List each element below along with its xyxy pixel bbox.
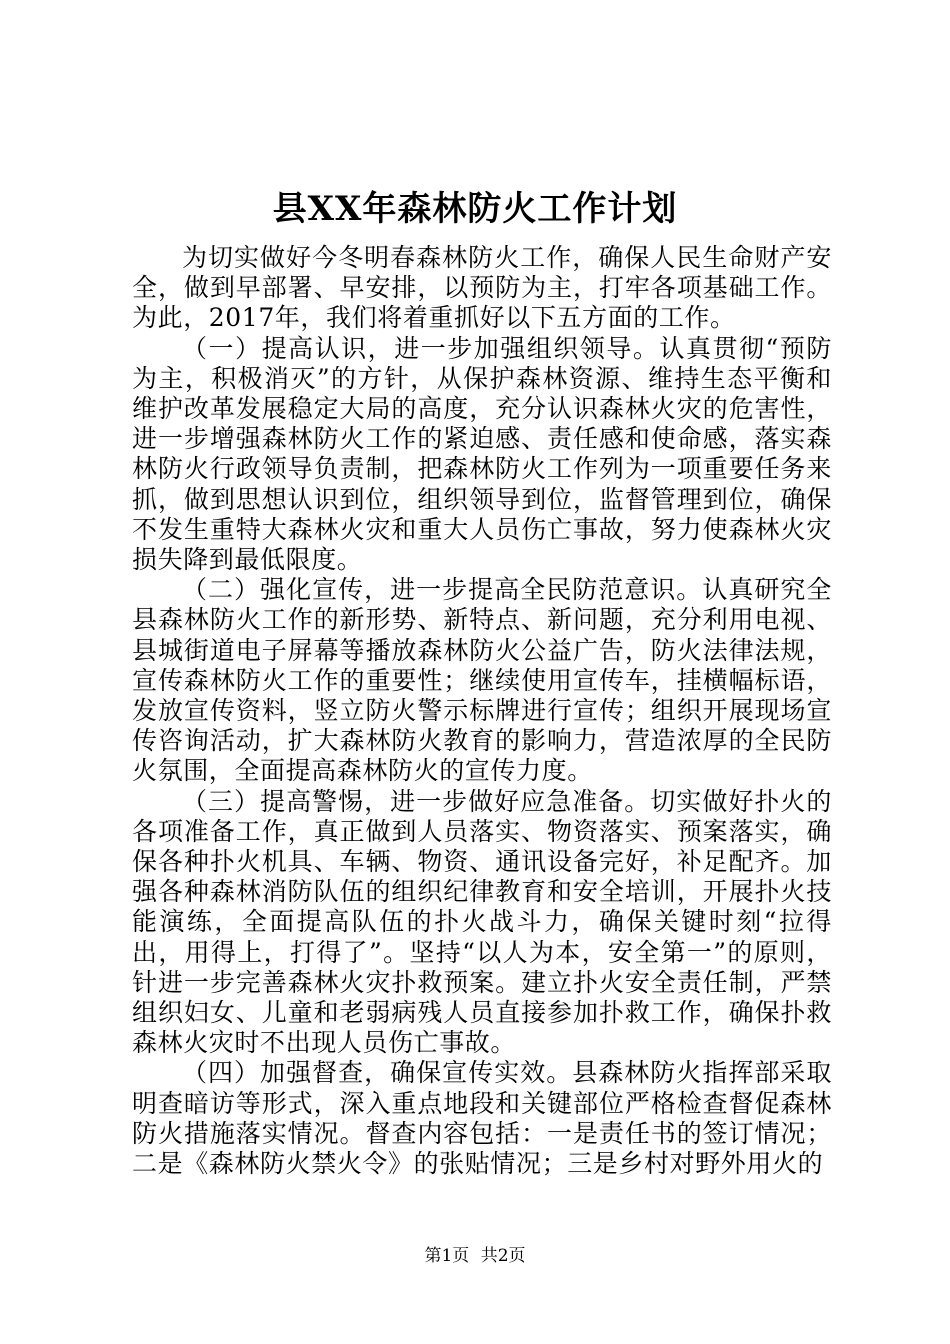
paragraph-intro: 为切实做好今冬明春森林防火工作，确保人民生命财产安全，做到早部署、早安排，以预防为主，打牢各项基础工作。为此，2017年，我们将着重抓好以下五方面的工作。 [132,243,832,333]
document-title: 县XX年森林防火工作计划 [272,189,678,229]
paragraph-section-4: （四）加强督查，确保宣传实效。县森林防火指挥部采取明查暗访等形式，深入重点地段和关键部位严格检查督促森林防火措施落实情况。督查内容包括：一是责任书的签订情况；二是《森林防火禁火令》的张贴情况；三是乡村对野外用火的 [132,1058,832,1179]
page-number: 第1页 [424,1246,470,1266]
page-total: 共2页 [480,1246,526,1266]
paragraph-section-1: （一）提高认识，进一步加强组织领导。认真贯彻“预防为主，积极消灭”的方针，从保护森林资源、维持生态平衡和维护改革发展稳定大局的高度，充分认识森林火灾的危害性，进一步增强森林防火工作的紧迫感、责任感和使命感，落实森林防火行政领导负责制，把森林防火工作列为一项重要任务来抓，做到思想认识到位，组织领导到位，监督管理到位，确保不发生重特大森林火灾和重大人员伤亡事故，努力使森林火灾损失降到最低限度。 [132,333,832,575]
paragraph-section-2: （二）强化宣传，进一步提高全民防范意识。认真研究全县森林防火工作的新形势、新特点、新问题，充分利用电视、县城街道电子屏幕等播放森林防火公益广告，防火法律法规，宣传森林防火工作的重要性；继续使用宣传车，挂横幅标语，发放宣传资料，竖立防火警示标牌进行宣传；组织开展现场宣传咨询活动，扩大森林防火教育的影响力，营造浓厚的全民防火氛围，全面提高森林防火的宣传力度。 [132,575,832,786]
document-body [132,243,832,1179]
paragraph-section-3: （三）提高警惕，进一步做好应急准备。切实做好扑火的各项准备工作，真正做到人员落实、物资落实、预案落实，确保各种扑火机具、车辆、物资、通讯设备完好，补足配齐。加强各种森林消防队伍的组织纪律教育和安全培训，开展扑火技能演练，全面提高队伍的扑火战斗力，确保关键时刻“拉得出，用得上，打得了”。坚持“以人为本，安全第一”的原则，针进一步完善森林火灾扑救预案。建立扑火安全责任制，严禁组织妇女、儿童和老弱病残人员直接参加扑救工作，确保扑救森林火灾时不出现人员伤亡事故。 [132,786,832,1058]
page-footer [0,1245,950,1267]
